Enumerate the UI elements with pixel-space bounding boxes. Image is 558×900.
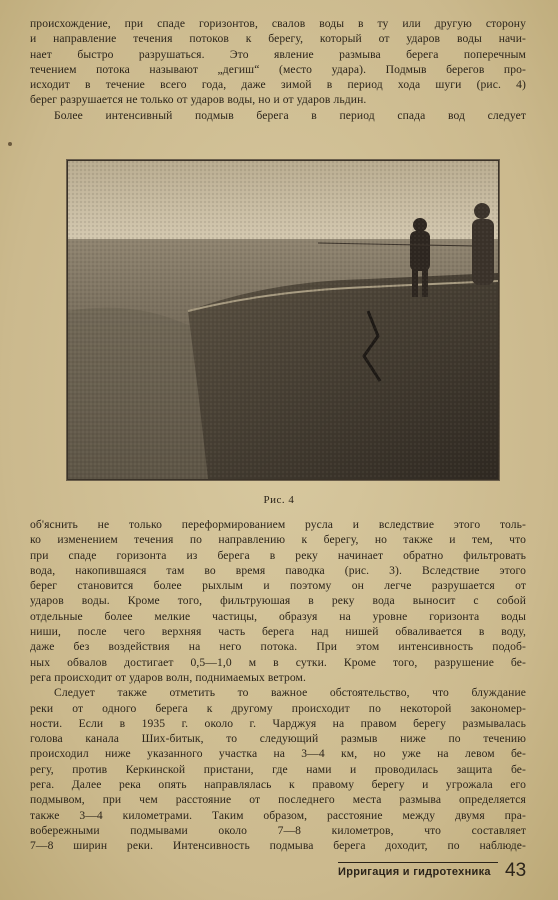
text-line: берег становится более рыхлым и поэтому он легче разрушается от <box>30 579 526 593</box>
text-line: и направление течения потоков к берегу, который от ударов воды начи- <box>30 32 526 46</box>
text-line: рега происходит от ударов волн, поднимаемых ветром. <box>30 670 306 684</box>
text-line: отдельные более мелкие частицы, образуя на уровне горизонта воды <box>30 609 526 623</box>
page-speck <box>8 142 12 146</box>
text-line: происходил ниже указанного участка на 3—4 км, но уже на левом бе- <box>30 747 526 761</box>
text-line: берег разрушается не только от ударов воды, но и от ударов льдин. <box>30 93 367 107</box>
text-line: при спаде горизонта из берега в реку начинает обратно фильтровать <box>30 548 526 562</box>
text-line: голова канала Ших-битык, то следующий размыв ниже по течению <box>30 732 526 746</box>
text-line: Более интенсивный подмыв берега в период спада вод следует <box>54 108 526 122</box>
text-line: исходит в течение всего года, даже зимой в период хода шуги (рис. 4) <box>30 78 526 92</box>
journal-title: Ирригация и гидротехника <box>338 866 491 878</box>
text-line: также 3—4 километрами. Таким образом, расстояние между двумя пра- <box>30 808 526 822</box>
figure-caption: Рис. 4 <box>263 494 295 506</box>
text-line: 7—8 ширин реки. Интенсивность подмыва берега доходит, по наблюде- <box>30 839 526 853</box>
text-line: ударов воды. Кроме того, фильтруюшая в реку вода выносит с собой <box>30 594 526 608</box>
text-line: регу, против Керкинской пристани, где нами и проводилась защита бе- <box>30 762 526 776</box>
text-line: ных обвалов достигает 0,5—1,0 м в сутки. Кроме того, разрушение бе- <box>30 655 526 669</box>
text-line: нает быстро разрушаться. Это явление размыва берега поперечным <box>30 47 526 61</box>
text-line: рега. Далее река опять направлялась к правому берегу и угрожала его <box>30 778 526 792</box>
figure-photo <box>67 160 499 480</box>
text-line: происхождение, при спаде горизонтов, свалов воды в ту или другую сторону <box>30 17 526 30</box>
text-line: ко изменением течения по направлению к берегу, но также и тем, что <box>30 533 526 547</box>
text-line: об'яснить не только переформированием русла и вследствие этого толь- <box>30 518 526 531</box>
riverbank-photo <box>68 161 498 479</box>
text-line: Следует также отметить то важное обстоятельство, что блуждание <box>54 686 526 700</box>
photo-grain <box>68 161 498 479</box>
text-line: вода, накопившаяся там во время паводка (рис. 3). Вследствие этого <box>30 563 526 577</box>
text-line: подмывом, при чем расстояние от последнего места размыва определяется <box>30 793 526 807</box>
text-line: ности. Если в 1935 г. около г. Чарджуя на правом берегу размывалась <box>30 716 526 730</box>
text-line: ниши, после чего верхняя часть берега над нишей обваливается в воду, <box>30 625 526 639</box>
top-paragraph <box>30 16 526 123</box>
page-number: 43 <box>505 860 527 881</box>
text-line: реки от одного берега к другому происходит по некоторой закономер- <box>30 701 526 715</box>
text-line: вобережными подмывами около 7—8 километров, что составляет <box>30 823 526 837</box>
bottom-paragraphs <box>30 517 526 854</box>
text-line: течением потока называют „дегиш“ (место удара). Подмыв берегов про- <box>30 62 526 76</box>
footer-rule <box>338 862 498 863</box>
text-line: даже без воздействия на него потока. При этом интенсивность подоб- <box>30 640 526 654</box>
